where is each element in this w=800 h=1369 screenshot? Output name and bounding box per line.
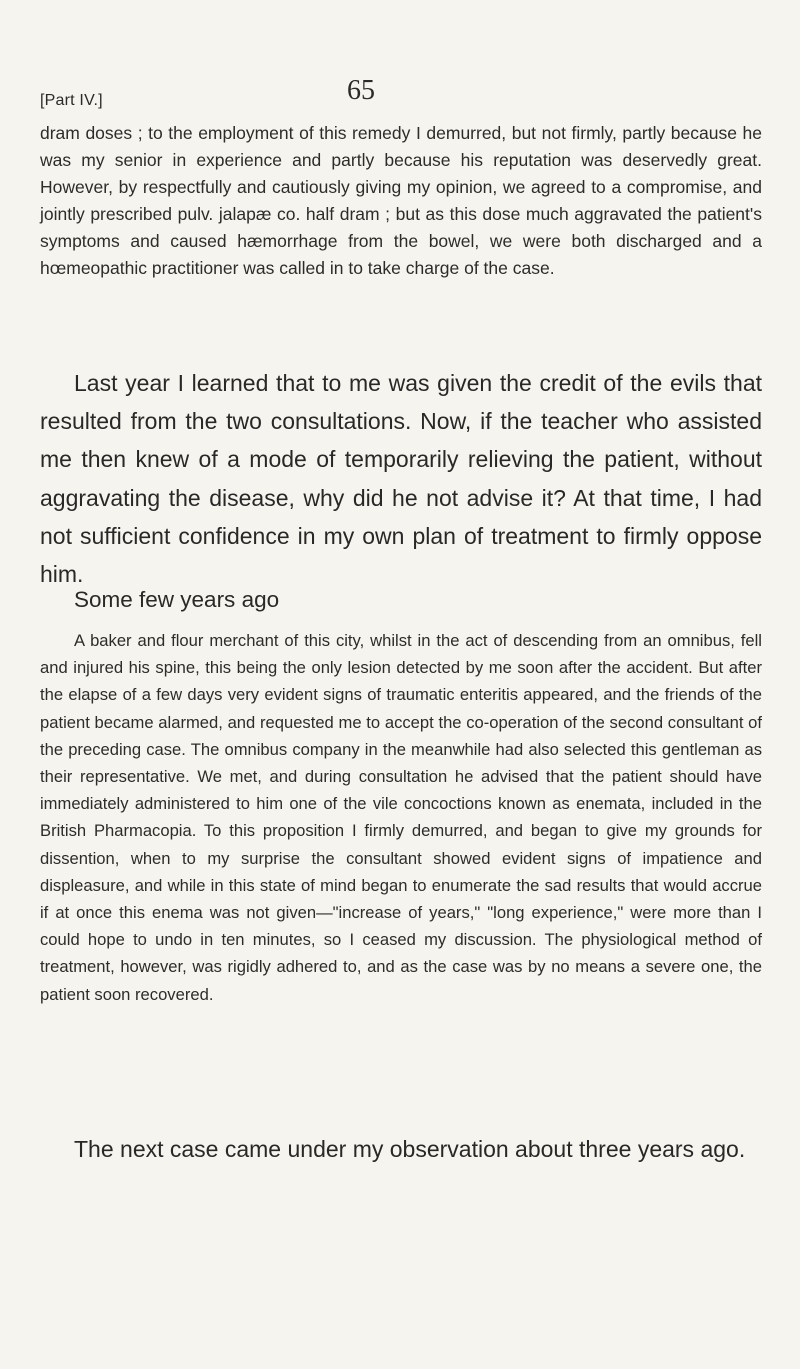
part-label: [Part IV.] xyxy=(40,92,103,109)
paragraph-baker-case: A baker and flour merchant of this city, whilst in the act of descending from an omnibus, fell and injured his spine, this being the only lesion detected by me soon after the accident. But after the elapse of a few days very evident signs of traumatic enteritis appeared, and the friends of the patient became alarmed, and requested me to accept the co-operation of the second consultant of the preceding case. The omnibus company in the meanwhile had also selected this gentleman as their representative. We met, and during consultation he advised that the patient should have immediately administered to him one of the vile concoctions known as enemata, included in the British Pharmacopia. To this proposition I firmly demurred, and began to give my grounds for dissention, when to my surprise the consultant showed evident signs of impatience and displeasure, and while in this state of mind began to enumerate the sad results that would accrue if at once this enema was not given—"increase of years," "long experience," were more than I could hope to undo in ten minutes, so I ceased my discussion. The physiological method of treatment, however, was rigidly adhered to, and as the case was by no means a severe one, the patient soon recovered. xyxy=(40,631,762,1004)
page-number: 65 xyxy=(347,75,375,106)
paragraph-dram-doses: dram doses ; to the employment of this remedy I demurred, but not firmly, partly because he was my senior in experience and partly because his reputation was deservedly great. However, by respectfully and cautiously giving my opinion, we agreed to a compromise, and jointly prescribed pulv. jalapæ co. half dram ; but as this dose much aggravated the patient's symptoms and caused hæmorrhage from the bowel, we were both discharged and a hœmeopathic practitioner was called in to take charge of the case. xyxy=(40,123,762,279)
paragraph-some-few-years-ago: Some few years ago xyxy=(74,587,280,612)
paragraph-next-case: The next case came under my observation about three years ago. xyxy=(74,1136,746,1162)
paragraph-last-year: Last year I learned that to me was given the credit of the evils that resulted from the two consultations. Now, if the teacher who assisted me then knew of a mode of temporarily relieving the patient, without aggravating the disease, why did he not advise it? At that time, I had not sufficient confidence in my own plan of treatment to firmly oppose him. xyxy=(40,370,762,588)
